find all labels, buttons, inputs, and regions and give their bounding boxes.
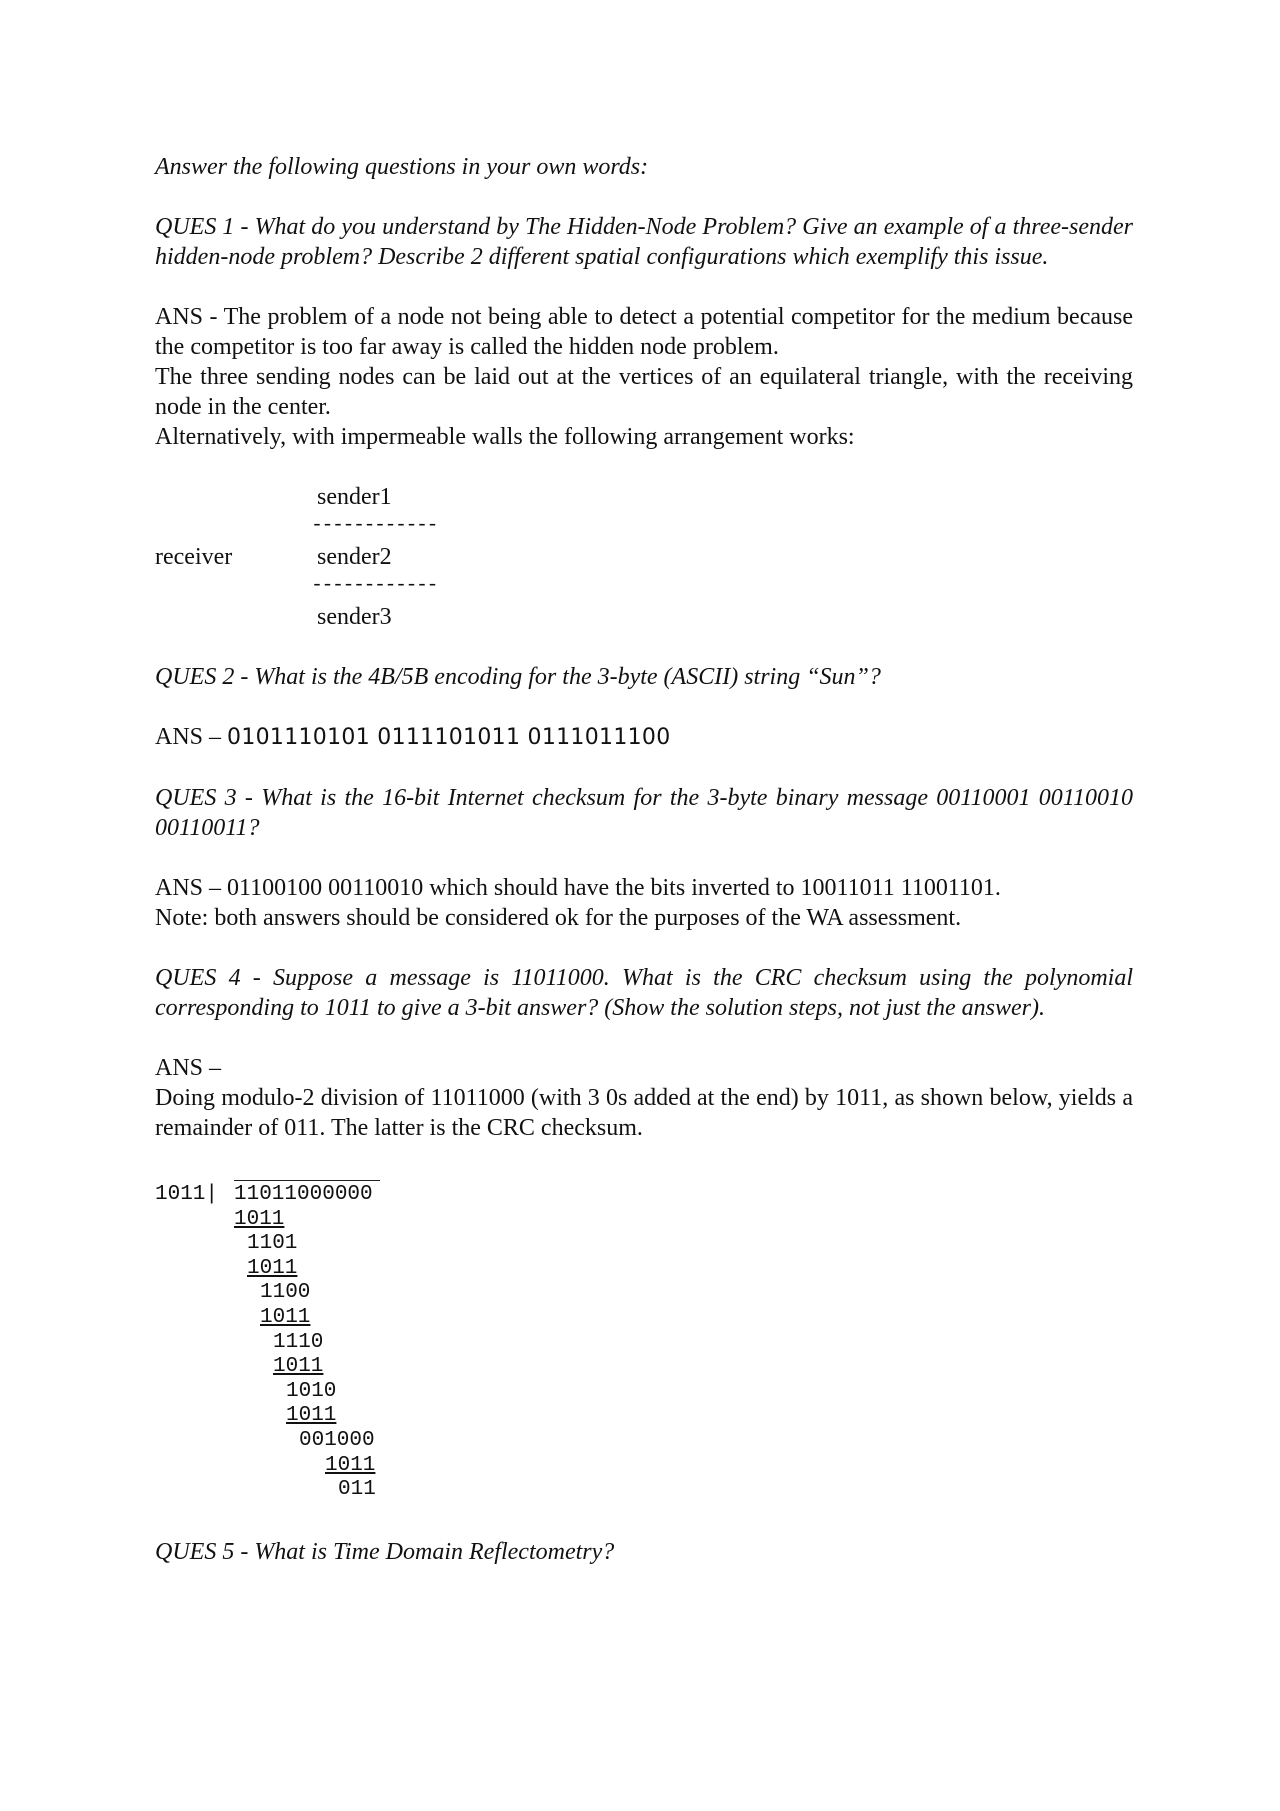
division-step: 1010 — [286, 1379, 337, 1403]
answer-2-value: 0101110101 0111101011 0111011100 — [227, 725, 671, 750]
division-step: 1011 — [325, 1453, 376, 1477]
wall-divider: ------------ — [311, 574, 438, 597]
division-dividend: 11011000000 — [234, 1183, 373, 1206]
answer-1-para-2: The three sending nodes can be laid out at the vertices of an equilateral triangle, with the receiving node in the center. — [155, 364, 1133, 420]
question-4: QUES 4 - Suppose a message is 11011000. What is the CRC checksum using the polynomial corresponding to 1011 to give a 3-bit answer? (Show the solution steps, not just the answer). — [155, 965, 1133, 1021]
answer-2 — [155, 722, 1133, 753]
sender2-label: sender2 — [317, 544, 392, 570]
answer-1-para-3: Alternatively, with impermeable walls the following arrangement works: — [155, 424, 855, 450]
division-overbar — [234, 1180, 380, 1181]
division-step: 1011 — [273, 1355, 324, 1379]
answer-4-head: ANS – — [155, 1055, 222, 1081]
answer-4-body: Doing modulo-2 division of 11011000 (with 3 0s added at the end) by 1011, as shown below, yields a remainder of 011. The latter is the CRC checksum. — [155, 1085, 1133, 1141]
division-divisor: 1011| — [155, 1183, 219, 1206]
wall-divider: ------------ — [311, 514, 438, 537]
division-step: 1011 — [286, 1404, 337, 1428]
answer-1-para-1: ANS - The problem of a node not being able to detect a potential competitor for the medium because the competitor is too far away is called the hidden node problem. — [155, 304, 1133, 360]
division-step: 1011 — [260, 1306, 311, 1329]
answer-3: ANS – 01100100 00110010 which should have the bits inverted to 10011011 11001101. — [155, 875, 1001, 901]
division-remainder: 011 — [338, 1478, 376, 1502]
hidden-node-arrangement — [155, 482, 1133, 632]
division-step: 1101 — [247, 1232, 298, 1256]
document-page — [155, 152, 1133, 1567]
question-1: QUES 1 - What do you understand by The Hidden-Node Problem? Give an example of a three-sender hidden-node problem? Describe 2 different spatial configurations which exemplify this issue. — [155, 214, 1133, 270]
question-2: QUES 2 - What is the 4B/5B encoding for the 3-byte (ASCII) string “Sun”? — [155, 664, 881, 690]
sender3-label: sender3 — [317, 604, 392, 630]
intro-text: Answer the following questions in your own words: — [155, 154, 649, 180]
answer-3-note: Note: both answers should be considered ok for the purposes of the WA assessment. — [155, 905, 962, 931]
question-5: QUES 5 - What is Time Domain Reflectometry? — [155, 1539, 615, 1565]
question-3: QUES 3 - What is the 16-bit Internet checksum for the 3-byte binary message 00110001 00110010 00110011? — [155, 785, 1133, 841]
sender1-label: sender1 — [317, 484, 392, 510]
division-step: 1110 — [273, 1330, 324, 1354]
division-step: 1011 — [234, 1207, 285, 1231]
answer-2-prefix: ANS – — [155, 724, 228, 750]
receiver-label: receiver — [155, 544, 233, 570]
crc-long-division — [155, 1183, 1133, 1513]
division-step: 001000 — [299, 1429, 375, 1452]
division-step: 1011 — [247, 1256, 298, 1280]
division-step: 1100 — [260, 1281, 311, 1305]
